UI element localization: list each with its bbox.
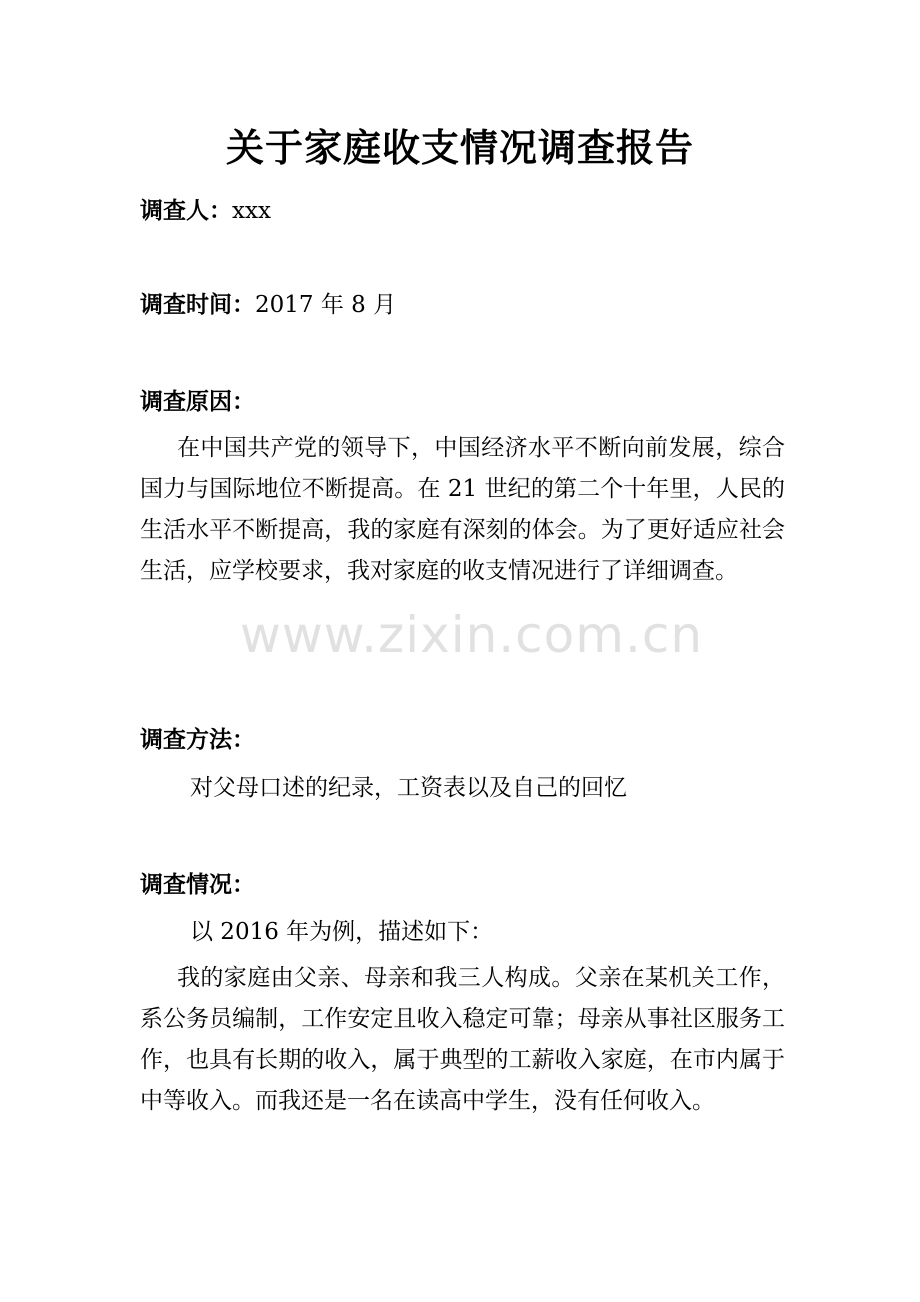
reason-paragraph: 在中国共产党的领导下，中国经济水平不断向前发展，综合国力与国际地位不断提高。在 21 世纪的第二个十年里，人民的生活水平不断提高，我的家庭有深刻的体会。为了更好适应社会生活，应学校要求，我对家庭的收支情况进行了详细调查。 [140,435,785,584]
investigator-line [140,196,271,226]
method-heading [140,725,255,755]
time-line [140,290,396,320]
time-value: 2017 年 8 月 [255,292,397,318]
method-text: 对父母口述的纪录，工资表以及自己的回忆 [190,775,627,801]
watermark: www.zixin.com.cn [240,606,704,664]
method-label: 调查方法： [140,727,255,753]
investigator-label: 调查人： [140,198,232,224]
situation-paragraph: 我的家庭由父亲、母亲和我三人构成。父亲在某机关工作，系公务员编制，工作安定且收入稳定可靠；母亲从事社区服务工作，也具有长期的收入，属于典型的工薪收入家庭，在市内属于中等收入。而我还是一名在读高中学生，没有任何收入。 [140,965,785,1114]
situation-label: 调查情况： [140,872,255,898]
situation-heading [140,870,255,900]
report-title: 关于家庭收支情况调查报告 [225,126,694,170]
reason-label: 调查原因： [140,389,255,415]
reason-heading [140,387,255,417]
time-label: 调查时间： [140,292,255,318]
situation-intro: 以 2016 年为例，描述如下： [190,919,494,945]
investigator-value: xxx [232,198,271,224]
